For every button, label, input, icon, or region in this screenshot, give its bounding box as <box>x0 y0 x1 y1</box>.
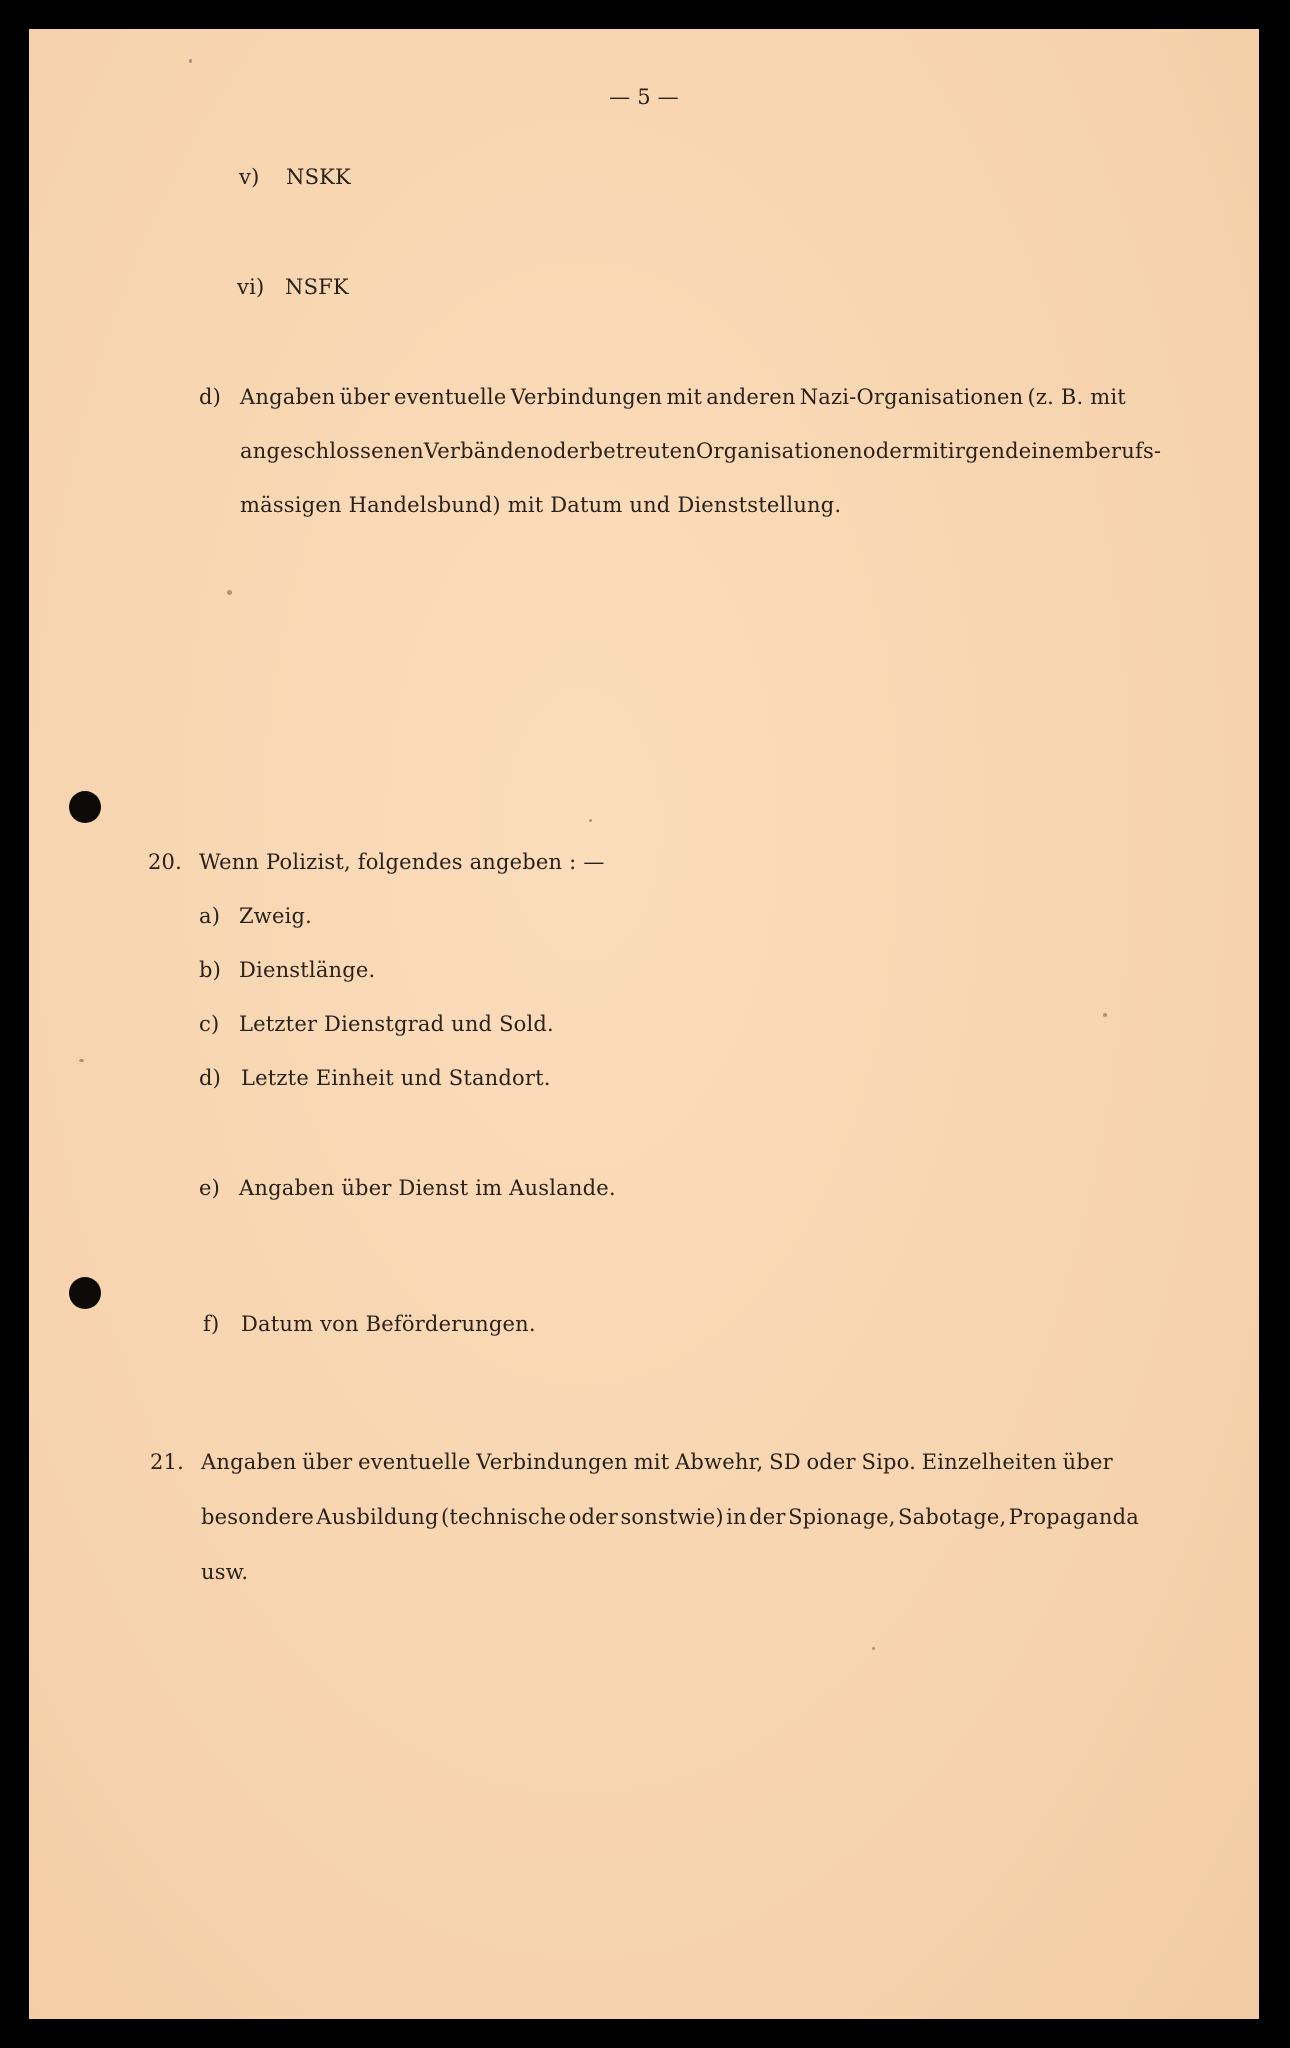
word: sonstwie) <box>620 1505 724 1529</box>
word: mit <box>912 439 948 463</box>
word: betreuten <box>589 439 697 463</box>
q21-line-1 <box>201 1450 1113 1474</box>
q20-a-label: a) <box>199 904 221 928</box>
word: oder <box>806 1450 856 1474</box>
paper-speck <box>79 1059 84 1062</box>
word: Verbindungen <box>476 1450 628 1474</box>
word: über <box>302 1450 353 1474</box>
q20-number: 20. <box>148 850 182 874</box>
q20-c-label: c) <box>199 1012 220 1036</box>
word: mit <box>666 385 703 409</box>
word: Nazi-Organisationen <box>799 385 1024 409</box>
word: Verbindungen <box>510 385 663 409</box>
word: Angaben <box>240 385 336 409</box>
word: über <box>1062 1450 1113 1474</box>
paper-speck <box>589 819 592 822</box>
item-v-label: v) <box>239 165 260 189</box>
word: anderen <box>706 385 796 409</box>
word: eventuelle <box>393 385 507 409</box>
word: eventuelle <box>358 1450 471 1474</box>
q20-d-label: d) <box>199 1066 222 1090</box>
word: Organisationen <box>696 439 863 463</box>
q20-d-text: Letzte Einheit und Standort. <box>241 1066 551 1090</box>
item-vi-label: vi) <box>237 275 265 299</box>
word: SD <box>769 1450 801 1474</box>
punch-hole-top <box>69 791 101 823</box>
word: Abwehr, <box>675 1450 764 1474</box>
word: über <box>339 385 390 409</box>
word: Spionage, <box>788 1505 896 1529</box>
word: irgendeinem <box>947 439 1085 463</box>
word: (technische <box>441 1505 567 1529</box>
item-d-line-2 <box>240 439 1162 463</box>
paper-speck <box>872 1647 875 1650</box>
q21-number: 21. <box>150 1450 184 1474</box>
word: oder <box>862 439 913 463</box>
q20-title: Wenn Polizist, folgendes angeben : — <box>199 850 605 874</box>
word: Angaben <box>201 1450 297 1474</box>
word: mit <box>633 1450 670 1474</box>
q20-b-text: Dienstlänge. <box>239 958 376 982</box>
punch-hole-bottom <box>69 1277 101 1309</box>
page-number: — 5 — <box>609 85 679 109</box>
q20-f-text: Datum von Beförderungen. <box>241 1312 536 1336</box>
word: Sabotage, <box>898 1505 1007 1529</box>
q20-b-label: b) <box>199 958 222 982</box>
item-d-line-1 <box>240 385 1126 409</box>
item-d-label: d) <box>199 385 222 409</box>
paper-speck <box>227 590 232 595</box>
word: Sipo. <box>861 1450 916 1474</box>
q20-e-text: Angaben über Dienst im Auslande. <box>239 1176 616 1200</box>
word: oder <box>540 439 590 463</box>
paper-speck <box>189 59 192 63</box>
q21-line-2 <box>201 1505 1139 1529</box>
item-vi-text: NSFK <box>285 275 349 299</box>
word: Verbänden <box>423 439 541 463</box>
q20-a-text: Zweig. <box>239 904 313 928</box>
q20-f-label: f) <box>203 1312 220 1336</box>
word: Ausbildung <box>316 1505 439 1529</box>
item-d-line-3: mässigen Handelsbund) mit Datum und Dienststellung. <box>240 493 842 517</box>
q20-e-label: e) <box>199 1176 221 1200</box>
word: in <box>726 1505 747 1529</box>
word: Einzelheiten <box>921 1450 1057 1474</box>
word: Propaganda <box>1008 1505 1139 1529</box>
document-page <box>29 29 1259 2019</box>
word: angeschlossenen <box>240 439 424 463</box>
item-v-text: NSKK <box>286 165 351 189</box>
word: der <box>749 1505 786 1529</box>
word: oder <box>568 1505 619 1529</box>
word: besondere <box>201 1505 314 1529</box>
paper-speck <box>1103 1013 1107 1017</box>
q20-c-text: Letzter Dienstgrad und Sold. <box>239 1012 554 1036</box>
word: (z. B. mit <box>1027 385 1126 409</box>
word: berufs- <box>1084 439 1162 463</box>
q21-line-3: usw. <box>201 1560 249 1584</box>
